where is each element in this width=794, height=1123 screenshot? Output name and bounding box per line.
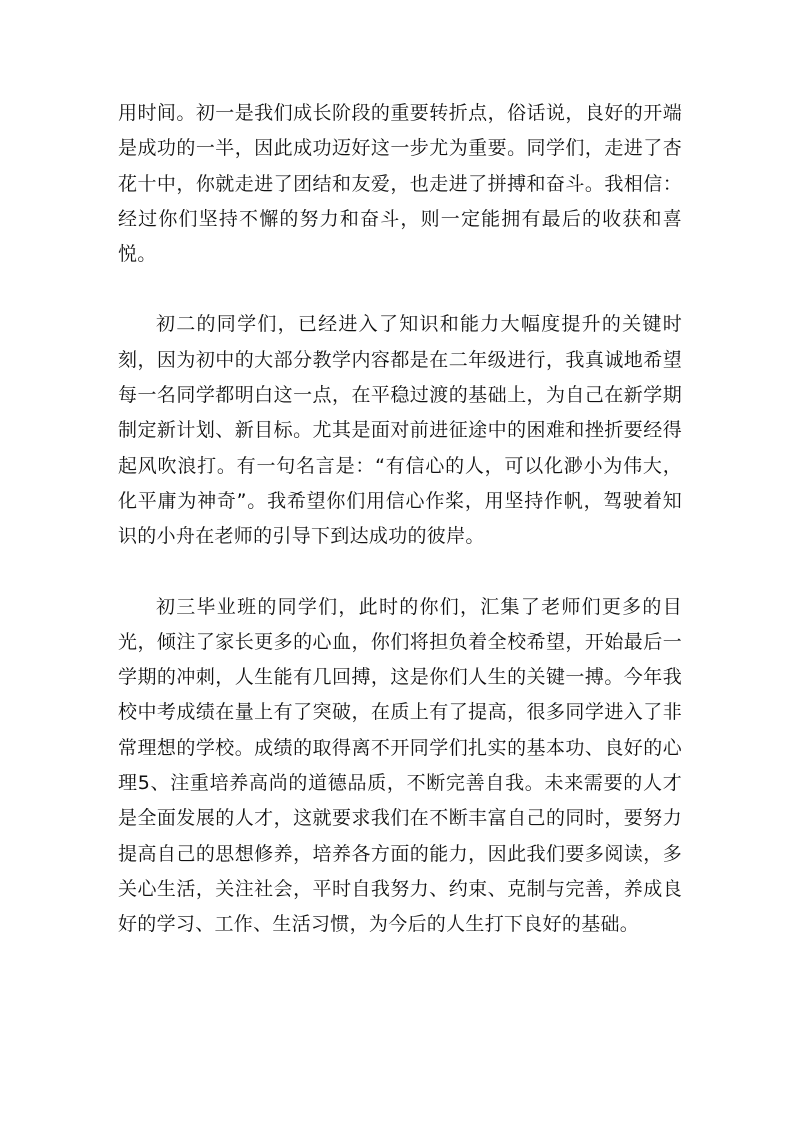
paragraph-continuation: 用时间。初一是我们成长阶段的重要转折点，俗话说，良好的开端是成功的一半，因此成功迈好这一步尤为重要。同学们，走进了杏花十中，你就走进了团结和友爱，也走进了拼搏和奋斗。我相信：经过你们坚持不懈的努力和奋斗，则一定能拥有最后的收获和喜悦。 [118,102,682,266]
paragraph-gap [118,272,682,307]
paragraph-grade-three: 初三毕业班的同学们，此时的你们，汇集了老师们更多的目光，倾注了家长更多的心血，你们将担负着全校希望，开始最后一学期的冲刺，人生能有几回搏，这是你们人生的关键一搏。今年我校中考成绩在量上有了突破，在质上有了提高，很多同学进入了非常理想的学校。成绩的取得离不开同学们扎实的基本功、良好的心理5、注重培养高尚的道德品质，不断完善自我。未来需要的人才是全面发展的人才，这就要求我们在不断丰富自己的同时，要努力提高自己的思想修养，培养各方面的能力，因此我们要多阅读，多关心生活，关注社会，平时自我努力、约束、克制与完善，养成良好的学习、工作、生活习惯，为今后的人生打下良好的基础。 [118,595,682,936]
document-body [118,96,682,943]
paragraph-gap [118,555,682,590]
paragraph-grade-two: 初二的同学们，已经进入了知识和能力大幅度提升的关键时刻，因为初中的大部分教学内容都是在二年级进行，我真诚地希望每一名同学都明白这一点，在平稳过渡的基础上，为自己在新学期制定新计划、新目标。尤其是面对前进征途中的困难和挫折要经得起风吹浪打。有一句名言是：“有信心的人，可以化渺小为伟大，化平庸为神奇”。我希望你们用信心作桨，用坚持作帆，驾驶着知识的小舟在老师的引导下到达成功的彼岸。 [118,313,682,548]
